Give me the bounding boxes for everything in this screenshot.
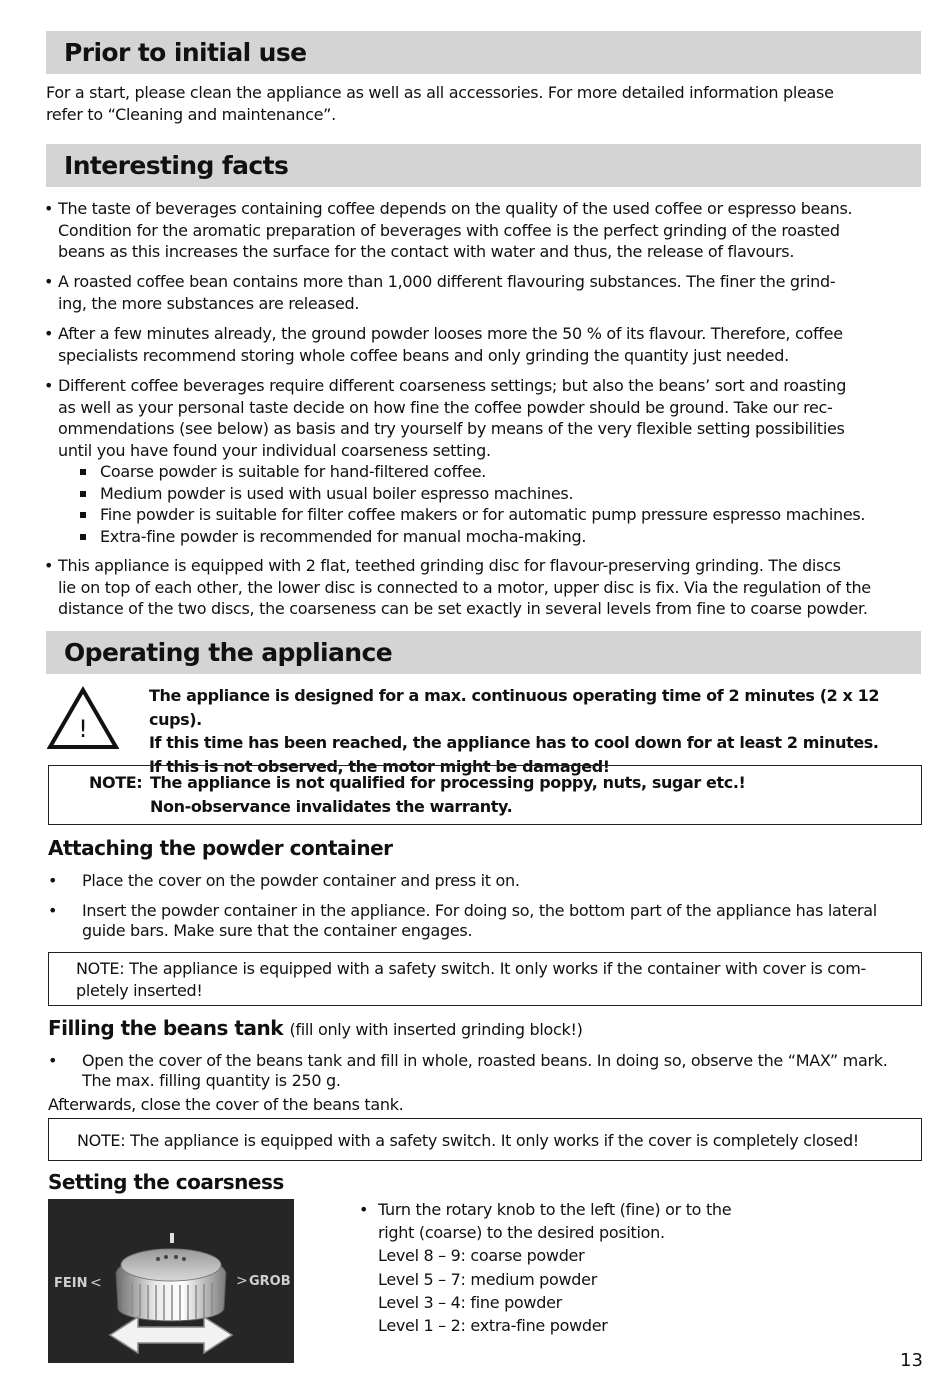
level-line: Level 3 – 4: fine powder (378, 1292, 562, 1312)
note-label: NOTE: (89, 773, 143, 792)
warning-triangle-icon (47, 686, 119, 750)
square-bullet-icon (80, 469, 86, 475)
bullet-dot: • (48, 1051, 58, 1070)
fact-line: A roasted coffee bean contains more than 1,000 different flavouring substances. The finer the grind- (58, 272, 836, 291)
fact-line: until you have found your individual coarseness setting. (58, 440, 491, 460)
chevron-left-icon: < (90, 1275, 102, 1291)
note-box-safety-cover (48, 1118, 922, 1161)
sub-list-item: Fine powder is suitable for filter coffee makers or for automatic pump pressure espresso machines. (58, 504, 920, 526)
note-line: NOTE: The appliance is equipped with a safety switch. It only works if the cover is completely closed! (77, 1131, 859, 1150)
square-bullet-icon (80, 512, 86, 518)
note-box-safety-container (48, 952, 922, 1006)
fact-line: beans as this increases the surface for the contact with water and thus, the release of flavours. (58, 242, 795, 261)
filling-after-text: Afterwards, close the cover of the beans tank. (48, 1095, 404, 1114)
section-title-facts: Interesting facts (64, 151, 289, 180)
subheading-attaching: Attaching the powder container (48, 836, 393, 860)
bullet-dot: • (44, 556, 54, 575)
step-line: Insert the powder container in the appliance. For doing so, the bottom part of the appliance has lateral (82, 901, 877, 920)
step-line: The max. filling quantity is 250 g. (82, 1071, 341, 1090)
bullet-dot: • (44, 199, 54, 218)
section-title-prior: Prior to initial use (64, 38, 307, 67)
fact-line: specialists recommend storing whole coffee beans and only grinding the quantity just needed. (58, 345, 789, 365)
note-line: NOTE: The appliance is equipped with a safety switch. It only works if the container with cover is com- (76, 959, 866, 978)
instruction-line: Turn the rotary knob to the left (fine) or to the (378, 1200, 732, 1219)
fact-line: ing, the more substances are released. (58, 293, 360, 313)
warning-line: The appliance is designed for a max. continuous operating time of 2 minutes (2 x 12 cups). (149, 686, 880, 729)
fact-item (44, 271, 920, 314)
fact-line: ommendations (see below) as basis and try yourself by means of the very flexible setting possibilities (58, 419, 845, 438)
fact-line: This appliance is equipped with 2 flat, teethed grinding disc for flavour-preserving grinding. The discs (58, 556, 841, 575)
warning-symbol: ! (78, 715, 88, 743)
sub-list-item: Medium powder is used with usual boiler espresso machines. (58, 483, 920, 505)
page-number: 13 (900, 1350, 923, 1371)
attach-step (48, 901, 920, 941)
fact-item (44, 198, 920, 263)
square-bullet-icon (80, 491, 86, 497)
bullet-dot: • (44, 324, 54, 343)
fact-item (44, 323, 920, 366)
fact-item (44, 555, 920, 620)
prior-text-line: refer to “Cleaning and maintenance”. (46, 105, 336, 124)
fact-line: After a few minutes already, the ground powder looses more the 50 % of its flavour. Therefore, coffee (58, 324, 843, 343)
sub-list-item: Coarse powder is suitable for hand-filtered coffee. (58, 461, 920, 483)
fact-line: The taste of beverages containing coffee depends on the quality of the used coffee or espresso beans. (58, 199, 853, 218)
filling-heading-note: (fill only with inserted grinding block!) (289, 1020, 583, 1039)
bullet-dot: • (44, 272, 54, 291)
section-title-operating: Operating the appliance (64, 638, 393, 667)
note-line: pletely inserted! (76, 981, 203, 1000)
warning-line: If this is not observed, the motor might be damaged! (149, 756, 610, 776)
note-box-qualification (48, 765, 922, 825)
sub-list-item: Extra-fine powder is recommended for manual mocha-making. (58, 526, 920, 548)
section-header-operating (46, 631, 921, 674)
instruction-line: right (coarse) to the desired position. (378, 1223, 665, 1243)
fact-line: lie on top of each other, the lower disc is connected to a motor, upper disc is fix. Via the regulation of the (58, 577, 871, 597)
rotary-knob-illustration (48, 1199, 294, 1363)
section-header-facts (46, 144, 921, 187)
subheading-coarseness: Setting the coarsness (48, 1170, 284, 1194)
fact-line: distance of the two discs, the coarseness can be set exactly in several levels from fine to coarse powder. (58, 599, 868, 618)
prior-paragraph (46, 82, 916, 126)
level-line: Level 8 – 9: coarse powder (378, 1246, 585, 1266)
knob-label-coarse: GROB (249, 1274, 291, 1289)
note-line: Non-observance invalidates the warranty. (150, 797, 513, 816)
warning-line: If this time has been reached, the appliance has to cool down for at least 2 minutes. (149, 733, 879, 752)
step-line: Place the cover on the powder container and press it on. (82, 871, 520, 890)
section-header-prior (46, 31, 921, 74)
knob-label-fine: FEIN (54, 1276, 88, 1291)
note-line: The appliance is not qualified for processing poppy, nuts, sugar etc.! (150, 773, 746, 792)
coarseness-instructions (359, 1198, 779, 1337)
subheading-filling (48, 1016, 583, 1040)
attach-step (48, 871, 920, 891)
prior-text-line: For a start, please clean the appliance as well as all accessories. For more detailed information please (46, 83, 834, 102)
level-line: Level 5 – 7: medium powder (378, 1269, 597, 1289)
rotary-knob-image (48, 1199, 294, 1363)
warning-text (149, 684, 919, 778)
chevron-right-icon: > (236, 1273, 248, 1289)
bullet-dot: • (48, 901, 58, 920)
filling-step (48, 1051, 920, 1091)
level-line: Level 1 – 2: extra-fine powder (378, 1316, 608, 1336)
fact-line: Condition for the aromatic preparation of beverages with coffee is the perfect grinding of the roasted (58, 220, 840, 240)
bullet-dot: • (44, 376, 54, 395)
position-marker-icon (170, 1233, 174, 1243)
square-bullet-icon (80, 534, 86, 540)
filling-heading-text: Filling the beans tank (48, 1016, 284, 1040)
step-line: Open the cover of the beans tank and fill in whole, roasted beans. In doing so, observe the “MAX” mark. (82, 1051, 888, 1070)
fact-line: as well as your personal taste decide on how fine the coffee powder should be ground. Take our rec- (58, 397, 833, 417)
fact-line: Different coffee beverages require different coarseness settings; but also the beans’ sort and roasting (58, 376, 847, 395)
fact-item (44, 375, 920, 547)
powder-sub-list (58, 461, 920, 547)
bullet-dot: • (48, 871, 58, 890)
bullet-dot: • (359, 1200, 369, 1219)
step-line: guide bars. Make sure that the container engages. (82, 921, 473, 940)
